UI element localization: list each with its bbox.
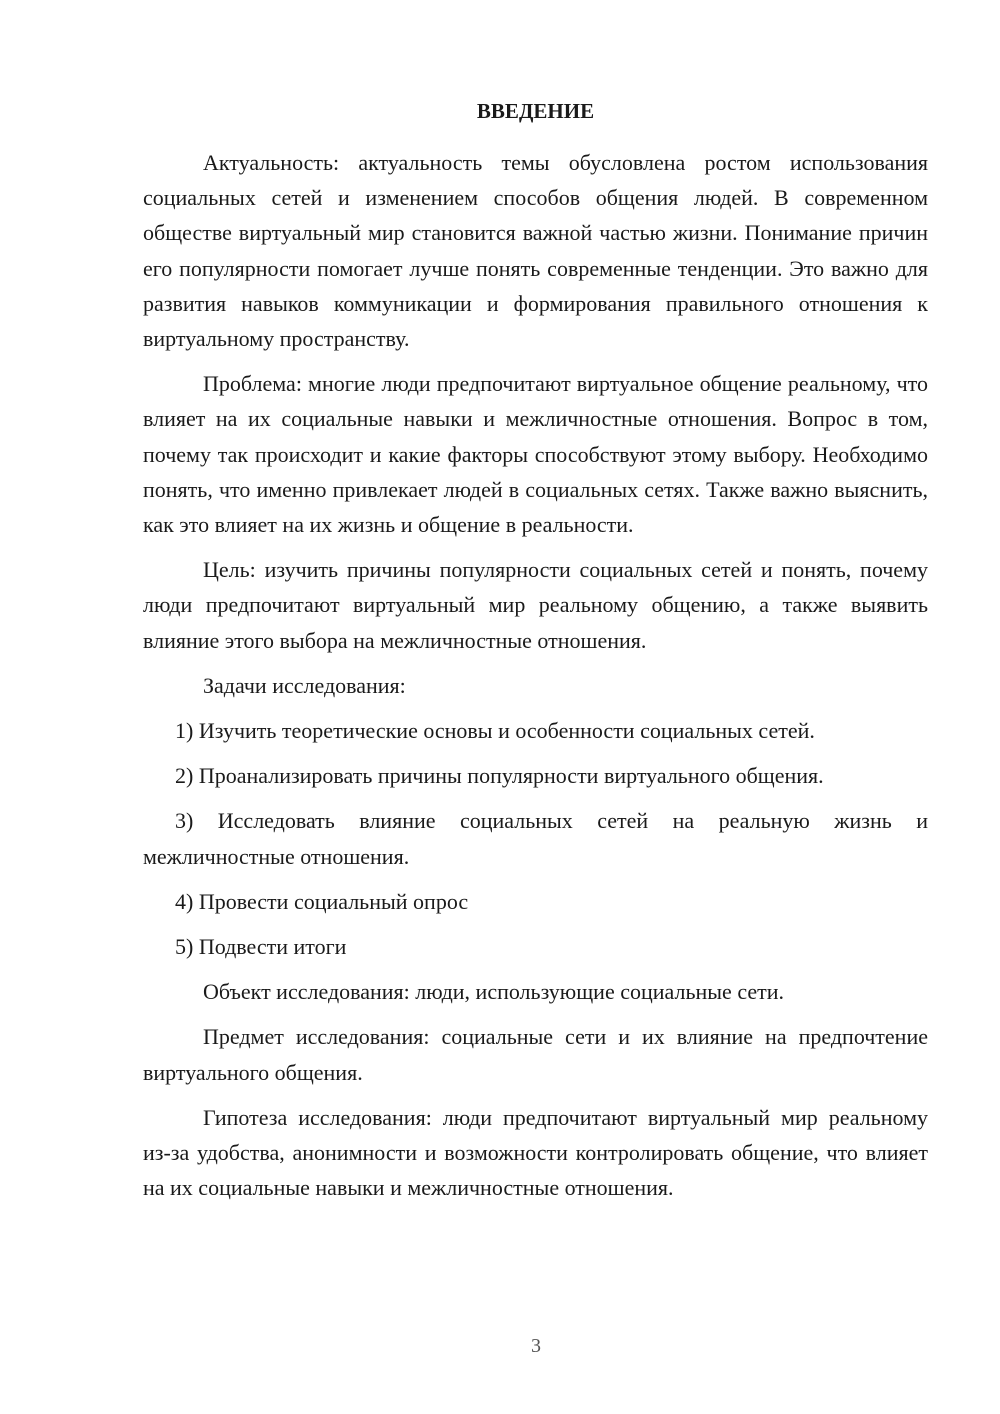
task-item: 1) Изучить теоретические основы и особенности социальных сетей.: [175, 718, 815, 744]
paragraph-problem: Проблема: многие люди предпочитают виртуальное общение реальному, что влияет на их социальные навыки и межличностные отношения. Вопрос в том, почему так происходит и какие факторы способствуют этому выбору. Необходимо понять, что именно привлекает людей в социальных сетях. Также важно выяснить, как это влияет на их жизнь и общение в реальности.: [143, 371, 928, 538]
paragraph-goal: Цель: изучить причины популярности социальных сетей и понять, почему люди предпочитают виртуальный мир реальному общению, а также выявить влияние этого выбора на межличностные отношения.: [143, 557, 928, 653]
paragraph-subject: Предмет исследования: социальные сети и их влияние на предпочтение виртуального общения.: [143, 1024, 928, 1085]
page-number: 3: [531, 1335, 541, 1357]
document-page: [143, 96, 928, 1215]
paragraph-relevance: Актуальность: актуальность темы обусловлена ростом использования социальных сетей и изменением способов общения людей. В современном обществе виртуальный мир становится важной частью жизни. Понимание причин его популярности помогает лучше понять современные тенденции. Это важно для развития навыков коммуникации и формирования правильного отношения к виртуальному пространству.: [143, 150, 928, 352]
page-title: ВВЕДЕНИЕ: [476, 99, 595, 123]
paragraph-hypothesis: Гипотеза исследования: люди предпочитают виртуальный мир реальному из-за удобства, анонимности и возможности контролировать общение, что влияет на их социальные навыки и межличностные отношения.: [143, 1104, 928, 1201]
task-item: 3) Исследовать влияние социальных сетей на реальную жизнь и межличностные отношения.: [143, 808, 928, 869]
paragraph-object: Объект исследования: люди, использующие социальные сети.: [203, 979, 785, 1005]
task-item: 4) Провести социальный опрос: [175, 888, 469, 914]
tasks-heading: Задачи исследования:: [203, 672, 406, 698]
task-item: 2) Проанализировать причины популярности виртуального общения.: [175, 763, 824, 789]
task-item: 5) Подвести итоги: [175, 934, 347, 960]
